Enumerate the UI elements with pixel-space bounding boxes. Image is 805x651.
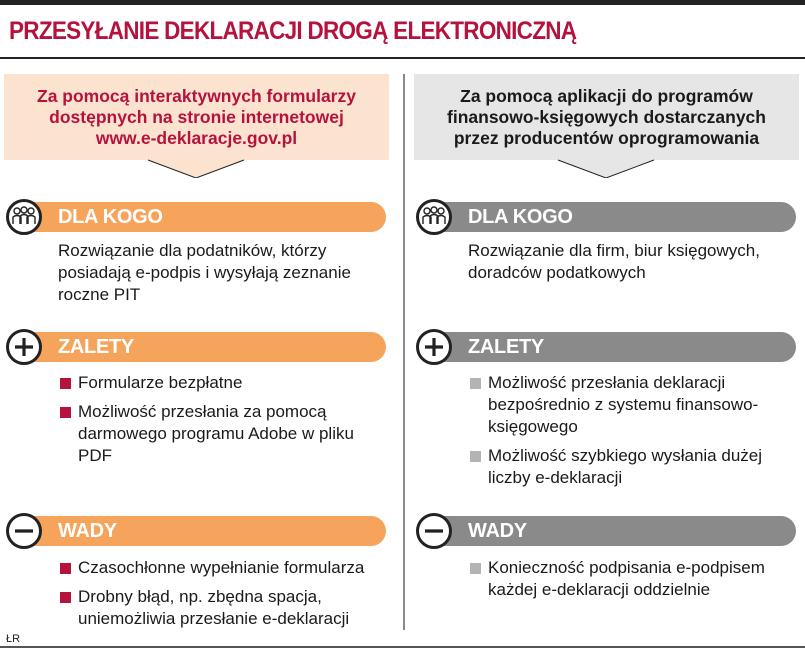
right-banner-text xyxy=(414,74,799,160)
bullet-square-icon xyxy=(60,592,71,603)
right-banner xyxy=(414,74,799,178)
right-dla-kogo-header xyxy=(416,199,796,235)
people-icon xyxy=(416,199,452,235)
bottom-rule xyxy=(0,646,805,648)
list-item: Możliwość przesłania za pomocą darmowego programu Adobe w pliku PDF xyxy=(60,401,390,467)
right-banner-line: finansowo-księgowych dostarczanych xyxy=(447,106,766,127)
left-zalety-label: ZALETY xyxy=(58,336,134,358)
left-column xyxy=(0,0,395,651)
right-banner-line: Za pomocą aplikacji do programów xyxy=(460,85,753,106)
right-wady-header xyxy=(416,513,796,549)
list-item: Konieczność podpisania e-podpisem każdej e-deklaracji oddzielnie xyxy=(470,557,800,601)
left-zalety-list xyxy=(60,372,390,474)
left-banner-line: Za pomocą interaktywnych formularzy xyxy=(37,85,356,106)
source-credit: ŁR xyxy=(6,633,21,645)
left-banner-text xyxy=(4,74,389,160)
right-banner-line: przez producentów oprogramowania xyxy=(453,127,760,148)
left-zalety-header xyxy=(6,329,386,365)
bullet-square-icon xyxy=(470,378,481,389)
list-item: Możliwość przesłania deklaracji bezpośrednio z systemu finansowo-księgowego xyxy=(470,372,800,438)
list-item: Formularze bezpłatne xyxy=(60,372,390,394)
bullet-square-icon xyxy=(60,563,71,574)
left-banner-line: dostępnych na stronie internetowej xyxy=(49,106,344,127)
right-zalety-header xyxy=(416,329,796,365)
plus-icon xyxy=(416,329,452,365)
column-divider xyxy=(403,74,405,630)
page-title: PRZESYŁANIE DEKLARACJI DROGĄ ELEKTRONICZNĄ xyxy=(9,17,577,45)
right-wady-label: WADY xyxy=(468,520,527,542)
bullet-square-icon xyxy=(470,451,481,462)
right-zalety-list xyxy=(470,372,800,496)
left-wady-list xyxy=(60,557,390,637)
left-dla-kogo-header xyxy=(6,199,386,235)
left-banner xyxy=(4,74,389,178)
left-banner-line: www.e-deklaracje.gov.pl xyxy=(95,127,298,148)
left-wady-header xyxy=(6,513,386,549)
right-dla-kogo-text: Rozwiązanie dla firm, biur księgowych, doradców podatkowych xyxy=(468,241,760,282)
list-item: Czasochłonne wypełnianie formularza xyxy=(60,557,390,579)
bullet-square-icon xyxy=(60,378,71,389)
minus-icon xyxy=(416,513,452,549)
bullet-square-icon xyxy=(470,563,481,574)
bullet-square-icon xyxy=(60,407,71,418)
right-zalety-label: ZALETY xyxy=(468,336,544,358)
list-item: Drobny błąd, np. zbędna spacja, uniemożliwia przesłanie e-deklaracji xyxy=(60,586,390,630)
left-wady-label: WADY xyxy=(58,520,117,542)
left-dla-kogo-label: DLA KOGO xyxy=(58,206,163,228)
people-icon xyxy=(6,199,42,235)
right-dla-kogo-label: DLA KOGO xyxy=(468,206,573,228)
list-item: Możliwość szybkiego wysłania dużej liczby e-deklaracji xyxy=(470,445,800,489)
plus-icon xyxy=(6,329,42,365)
minus-icon xyxy=(6,513,42,549)
right-wady-list xyxy=(470,557,800,608)
right-column xyxy=(410,0,805,651)
left-dla-kogo-text: Rozwiązanie dla podatników, którzy posiadają e-podpis i wysyłają zeznanie roczne PIT xyxy=(58,241,351,304)
